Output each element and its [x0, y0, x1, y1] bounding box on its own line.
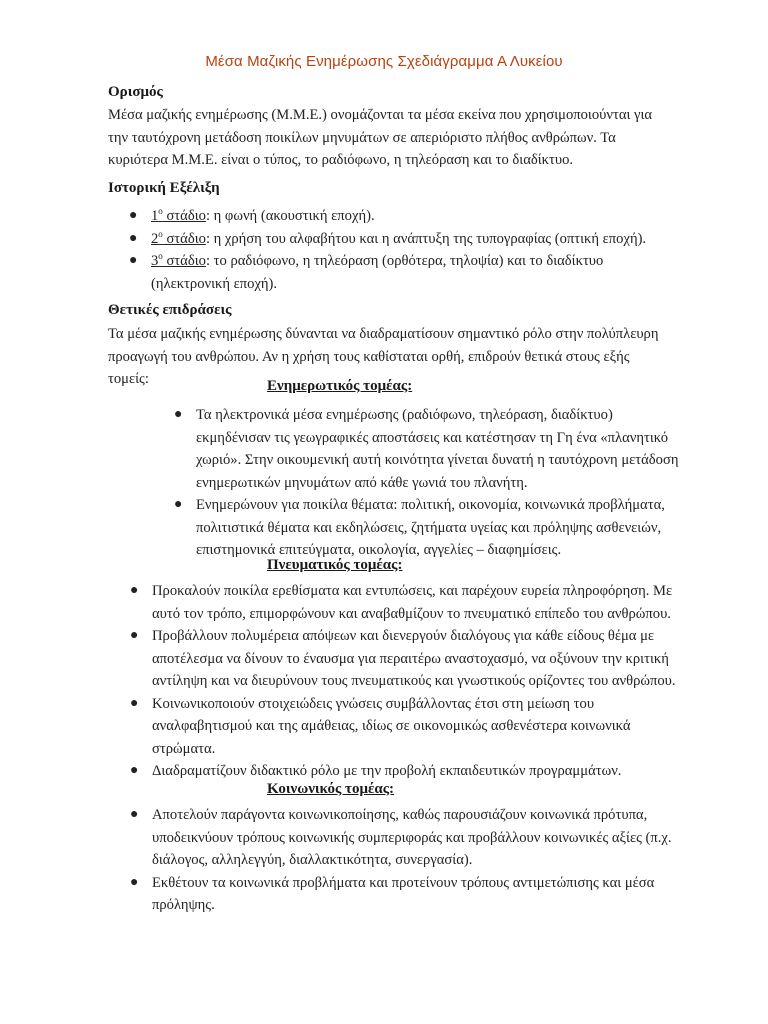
list-item [129, 205, 671, 228]
bullet-icon: ● [130, 874, 139, 890]
stage-text: : η χρήση του αλφαβήτου και η ανάπτυξη της τυπογραφίας (οπτική εποχή). [205, 230, 647, 247]
document-title: Μέσα Μαζικής Ενημέρωσης Σχεδιάγραμμα Α Λυκείου [205, 53, 563, 70]
list-item: ● Κοινωνικοποιούν στοιχειώδεις γνώσεις συμβάλλοντας έτσι στη μείωση του αναλφαβητισμού και της αμάθειας, ιδίως σε οικονομικώς ασθενέστερα κοινωνικά στρώματα. [152, 693, 697, 761]
paragraph-thetikes-intro: Τα μέσα μαζικής ενημέρωσης δύνανται να διαδραματίσουν σημαντικό ρόλο στην πολύπλευρη προαγωγή του ανθρώπου. Αν η χρήση τους καθίσταται ορθή, επιδρούν θετικά στους εξής τομείς: [108, 326, 659, 387]
list-item: ● Εκθέτουν τα κοινωνικά προβλήματα και προτείνουν τρόπους αντιμετώπισης και μέσα πρόληψης. [152, 872, 697, 917]
istoriki-list [129, 205, 671, 295]
subheading-enimerotikos: Ενημερωτικός τομέας: [267, 378, 413, 394]
list-item: ● Ενημερώνουν για ποικίλα θέματα: πολιτική, οικονομία, κοινωνικά προβλήματα, πολιτιστικά θέματα και εκδηλώσεις, ζητήματα υγείας και πρόληψης ασθενειών, επιστημονικά επιτεύγματα, οικολογία, αγγελίες – διαφημίσεις. [196, 494, 686, 562]
bullet-icon: ● [130, 583, 139, 598]
bullet-icon: ● [174, 497, 183, 512]
list-item: ● Τα ηλεκτρονικά μέσα ενημέρωσης (ραδιόφωνο, τηλεόραση, διαδίκτυο) εκμηδένισαν τις γεωγραφικές αποστάσεις και κατέστησαν τη Γη ένα «πλανητικό χωριό». Στην οικουμενική αυτή κοινότητα γίνεται δυνατή η ταυτόχρονη μετάδοση ενημερωτικών μηνυμάτων από κάθε γωνιά του πλανήτη. [196, 404, 686, 494]
stage-label: $2^o$ στάδιο [151, 228, 206, 247]
heading-orismos: Ορισμός [108, 84, 163, 100]
bullet-icon: ● [129, 230, 138, 246]
bullet-icon: ● [130, 695, 139, 711]
enimerotikos-list [174, 404, 686, 562]
list-item [129, 228, 671, 251]
bullet-icon: ● [174, 407, 183, 422]
subheading-pneumatikos: Πνευματικός τομέας: [267, 557, 403, 573]
bullet-icon: ● [129, 208, 138, 223]
stage-label: $1^o$ στάδιο [151, 206, 206, 224]
paragraph-orismos: Μέσα μαζικής ενημέρωσης (Μ.Μ.Ε.) ονομάζονται τα μέσα εκείνα που χρησιμοποιούνται για την ταυτόχρονη μετάδοση ποικίλων μηνυμάτων σε απεριόριστο πλήθος ανθρώπων. Τα κυριότερα Μ.Μ.Ε. είναι ο τύπος, το ραδιόφωνο, η τηλεόραση και το διαδίκτυο. [108, 107, 653, 168]
stage-text: : το ραδιόφωνο, η τηλεόραση (ορθότερα, τηλοψία) και το διαδίκτυο (ηλεκτρονική εποχή). [151, 253, 604, 292]
list-item: ● Προκαλούν ποικίλα ερεθίσματα και εντυπώσεις, και παρέχουν ευρεία πληροφόρηση. Με αυτό τον τρόπο, επιμορφώνουν και αναβαθμίζουν το πνευματικό επίπεδο του ανθρώπου. [152, 580, 697, 625]
pneumatikos-list [130, 580, 697, 783]
heading-istoriki: Ιστορική Εξέλιξη [108, 180, 220, 196]
bullet-icon: ● [130, 763, 139, 778]
bullet-icon: ● [129, 253, 138, 268]
list-item: ● Διαδραματίζουν διδακτικό ρόλο με την προβολή εκπαιδευτικών προγραμμάτων. [152, 760, 697, 783]
subheading-koinonikos: Κοινωνικός τομέας: [267, 781, 395, 797]
stage-text: : η φωνή (ακουστική εποχή). [205, 208, 375, 224]
heading-thetikes: Θετικές επιδράσεις [108, 302, 232, 318]
list-item [129, 250, 671, 295]
list-item: ● Αποτελούν παράγοντα κοινωνικοποίησης, καθώς παρουσιάζουν κοινωνικά πρότυπα, υποδεικνύουν τρόπους κοινωνικής συμπεριφοράς και προβάλλουν κοινωνικές αξίες (π.χ. διάλογος, αλληλεγγύη, διαλλακτικότητα, συνεργασία). [152, 804, 697, 872]
bullet-icon: ● [130, 807, 139, 822]
bullet-icon: ● [130, 628, 139, 643]
stage-label: $3^o$ στάδιο [151, 251, 206, 269]
koinonikos-list [130, 804, 697, 917]
list-item: ● Προβάλλουν πολυμέρεια απόψεων και διενεργούν διαλόγους για κάθε είδους θέμα με αποτέλεσμα να δίνουν το έναυσμα για περαιτέρω αναστοχασμό, να οξύνουν την κριτική αντίληψη και να διευρύνουν τους πνευματικούς και γνωστικούς ορίζοντες του ανθρώπου. [152, 625, 697, 693]
